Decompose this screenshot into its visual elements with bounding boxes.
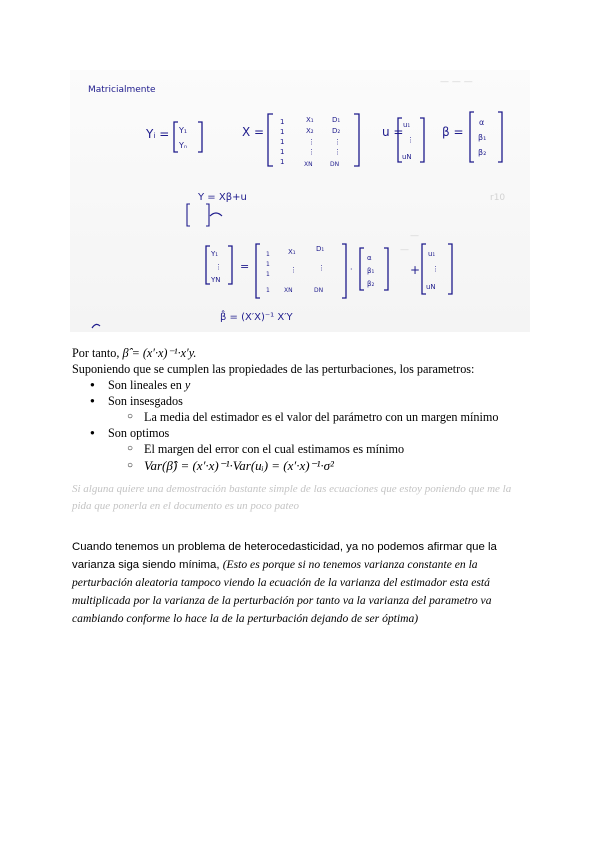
list-item: ○ Var(β̂) = (x′·x)⁻¹·Var(uᵢ) = (x′·x)⁻¹·σ² — [72, 457, 532, 475]
properties-list-cont — [72, 425, 532, 441]
svg-text:1: 1 — [280, 148, 285, 156]
svg-text:Y₁: Y₁ — [211, 250, 219, 258]
list-item: ● Son optimos — [72, 425, 532, 441]
svg-text:⋮: ⋮ — [290, 266, 297, 274]
svg-text:uN: uN — [426, 283, 436, 291]
svg-text:⋮: ⋮ — [432, 265, 439, 273]
svg-text:u₁: u₁ — [428, 250, 436, 258]
svg-text:DN: DN — [330, 161, 340, 168]
svg-text:β₂: β₂ — [367, 280, 375, 288]
svg-text:⋮: ⋮ — [308, 148, 315, 156]
expanded-y-vector — [210, 250, 222, 284]
sub-list — [72, 441, 532, 475]
svg-text:⋮: ⋮ — [308, 138, 315, 146]
svg-text:DN: DN — [314, 287, 324, 294]
expanded-beta-vector — [367, 254, 374, 288]
svg-text:—: — — [410, 231, 419, 241]
beta-label: β = — [442, 125, 464, 139]
properties-list — [72, 377, 532, 409]
svg-text:+: + — [410, 263, 421, 277]
x-matrix-col3 — [330, 116, 341, 168]
list-item: ● Son insesgados — [72, 393, 532, 409]
svg-text:β₁: β₁ — [367, 267, 375, 275]
svg-text:u₁: u₁ — [403, 121, 411, 129]
list-item: ○ El margen del error con el cual estimamos es mínimo — [72, 441, 532, 457]
estimator-equation: β̂ = (X′X)⁻¹ X′Y — [220, 312, 293, 323]
svg-text:1: 1 — [266, 261, 270, 268]
svg-text:=: = — [240, 260, 250, 273]
sub-list — [72, 409, 532, 425]
properties-intro: Suponiendo que se cumplen las propiedades de las perturbaciones, los parametros: — [72, 362, 475, 376]
u-label: u = — [382, 125, 404, 139]
svg-text:β₁: β₁ — [478, 133, 487, 142]
svg-text:⋮: ⋮ — [334, 138, 341, 146]
svg-text:α: α — [367, 254, 372, 262]
model-equation: Y = Xβ+u — [198, 192, 247, 203]
grey-note: Si alguna quiere una demostración bastante simple de las ecuaciones que estoy poniendo que me la pida que ponerla en el documento es un poco pateo — [72, 483, 512, 512]
svg-text:X₁: X₁ — [306, 116, 314, 124]
svg-text:r10: r10 — [490, 193, 506, 203]
svg-text:β₂: β₂ — [478, 148, 487, 157]
y-label: Yᵢ = — [146, 127, 170, 141]
svg-text:— — —: — — — — [440, 77, 473, 87]
list-item: ● Son lineales en y — [72, 377, 532, 393]
svg-text:D₁: D₁ — [332, 116, 341, 124]
expanded-x-matrix — [266, 245, 325, 294]
svg-text:XN: XN — [304, 161, 313, 168]
svg-text:⋮: ⋮ — [334, 148, 341, 156]
u-vector — [402, 121, 414, 161]
svg-text:1: 1 — [266, 251, 270, 258]
svg-text:1: 1 — [280, 138, 285, 146]
expanded-u-vector — [426, 250, 439, 291]
svg-text:1: 1 — [266, 271, 270, 278]
y-entry-n: Yₙ — [179, 141, 188, 150]
list-item: ○ La media del estimador es el valor del parámetro con un margen mínimo — [72, 409, 532, 425]
svg-text:·: · — [350, 265, 353, 274]
svg-text:YN: YN — [211, 276, 221, 284]
heteroscedasticity-paragraph: Cuando tenemos un problema de heterocedasticidad, ya no podemos afirmar que la varianza siga siendo mínima, (Esto es porque si no tenemos varianza constante en la perturbación aleatoria tampoco viendo la ecuación de la varianza del estimador esta está multiplicada por la varianza de la perturbación por tanto va la varianza del parametro va cambiando conforme lo hace la de la perturbación dejando de ser óptima) — [72, 541, 497, 625]
notes-heading: Matricialmente — [88, 85, 156, 95]
x-matrix-col2 — [304, 116, 315, 168]
svg-text:X₁: X₁ — [288, 248, 296, 256]
estimator-line: Por tanto, β̂ = (x′·x)⁻¹·x′y. — [72, 346, 197, 360]
svg-text:1: 1 — [266, 287, 270, 294]
svg-text:1: 1 — [280, 128, 285, 136]
svg-text:⋮: ⋮ — [318, 264, 325, 272]
svg-text:⋮: ⋮ — [407, 136, 414, 144]
svg-text:D₂: D₂ — [332, 127, 341, 135]
svg-text:α: α — [479, 118, 485, 127]
beta-vector — [478, 118, 486, 157]
svg-text:1: 1 — [280, 118, 285, 126]
document-body — [72, 345, 532, 628]
svg-text:1: 1 — [280, 158, 285, 166]
svg-text:XN: XN — [284, 287, 293, 294]
svg-text:X₂: X₂ — [306, 127, 314, 135]
x-label: X = — [242, 125, 265, 139]
svg-text:uN: uN — [402, 153, 412, 161]
y-entry-1: Y₁ — [179, 126, 188, 135]
estimator-formula: β̂ = (x′·x)⁻¹·x′y. — [122, 346, 197, 360]
svg-text:—: — — [400, 245, 409, 255]
svg-text:⋮: ⋮ — [215, 263, 222, 271]
x-matrix-col1 — [280, 118, 284, 166]
handwritten-notes-image — [70, 70, 530, 332]
svg-text:D₁: D₁ — [316, 245, 325, 253]
